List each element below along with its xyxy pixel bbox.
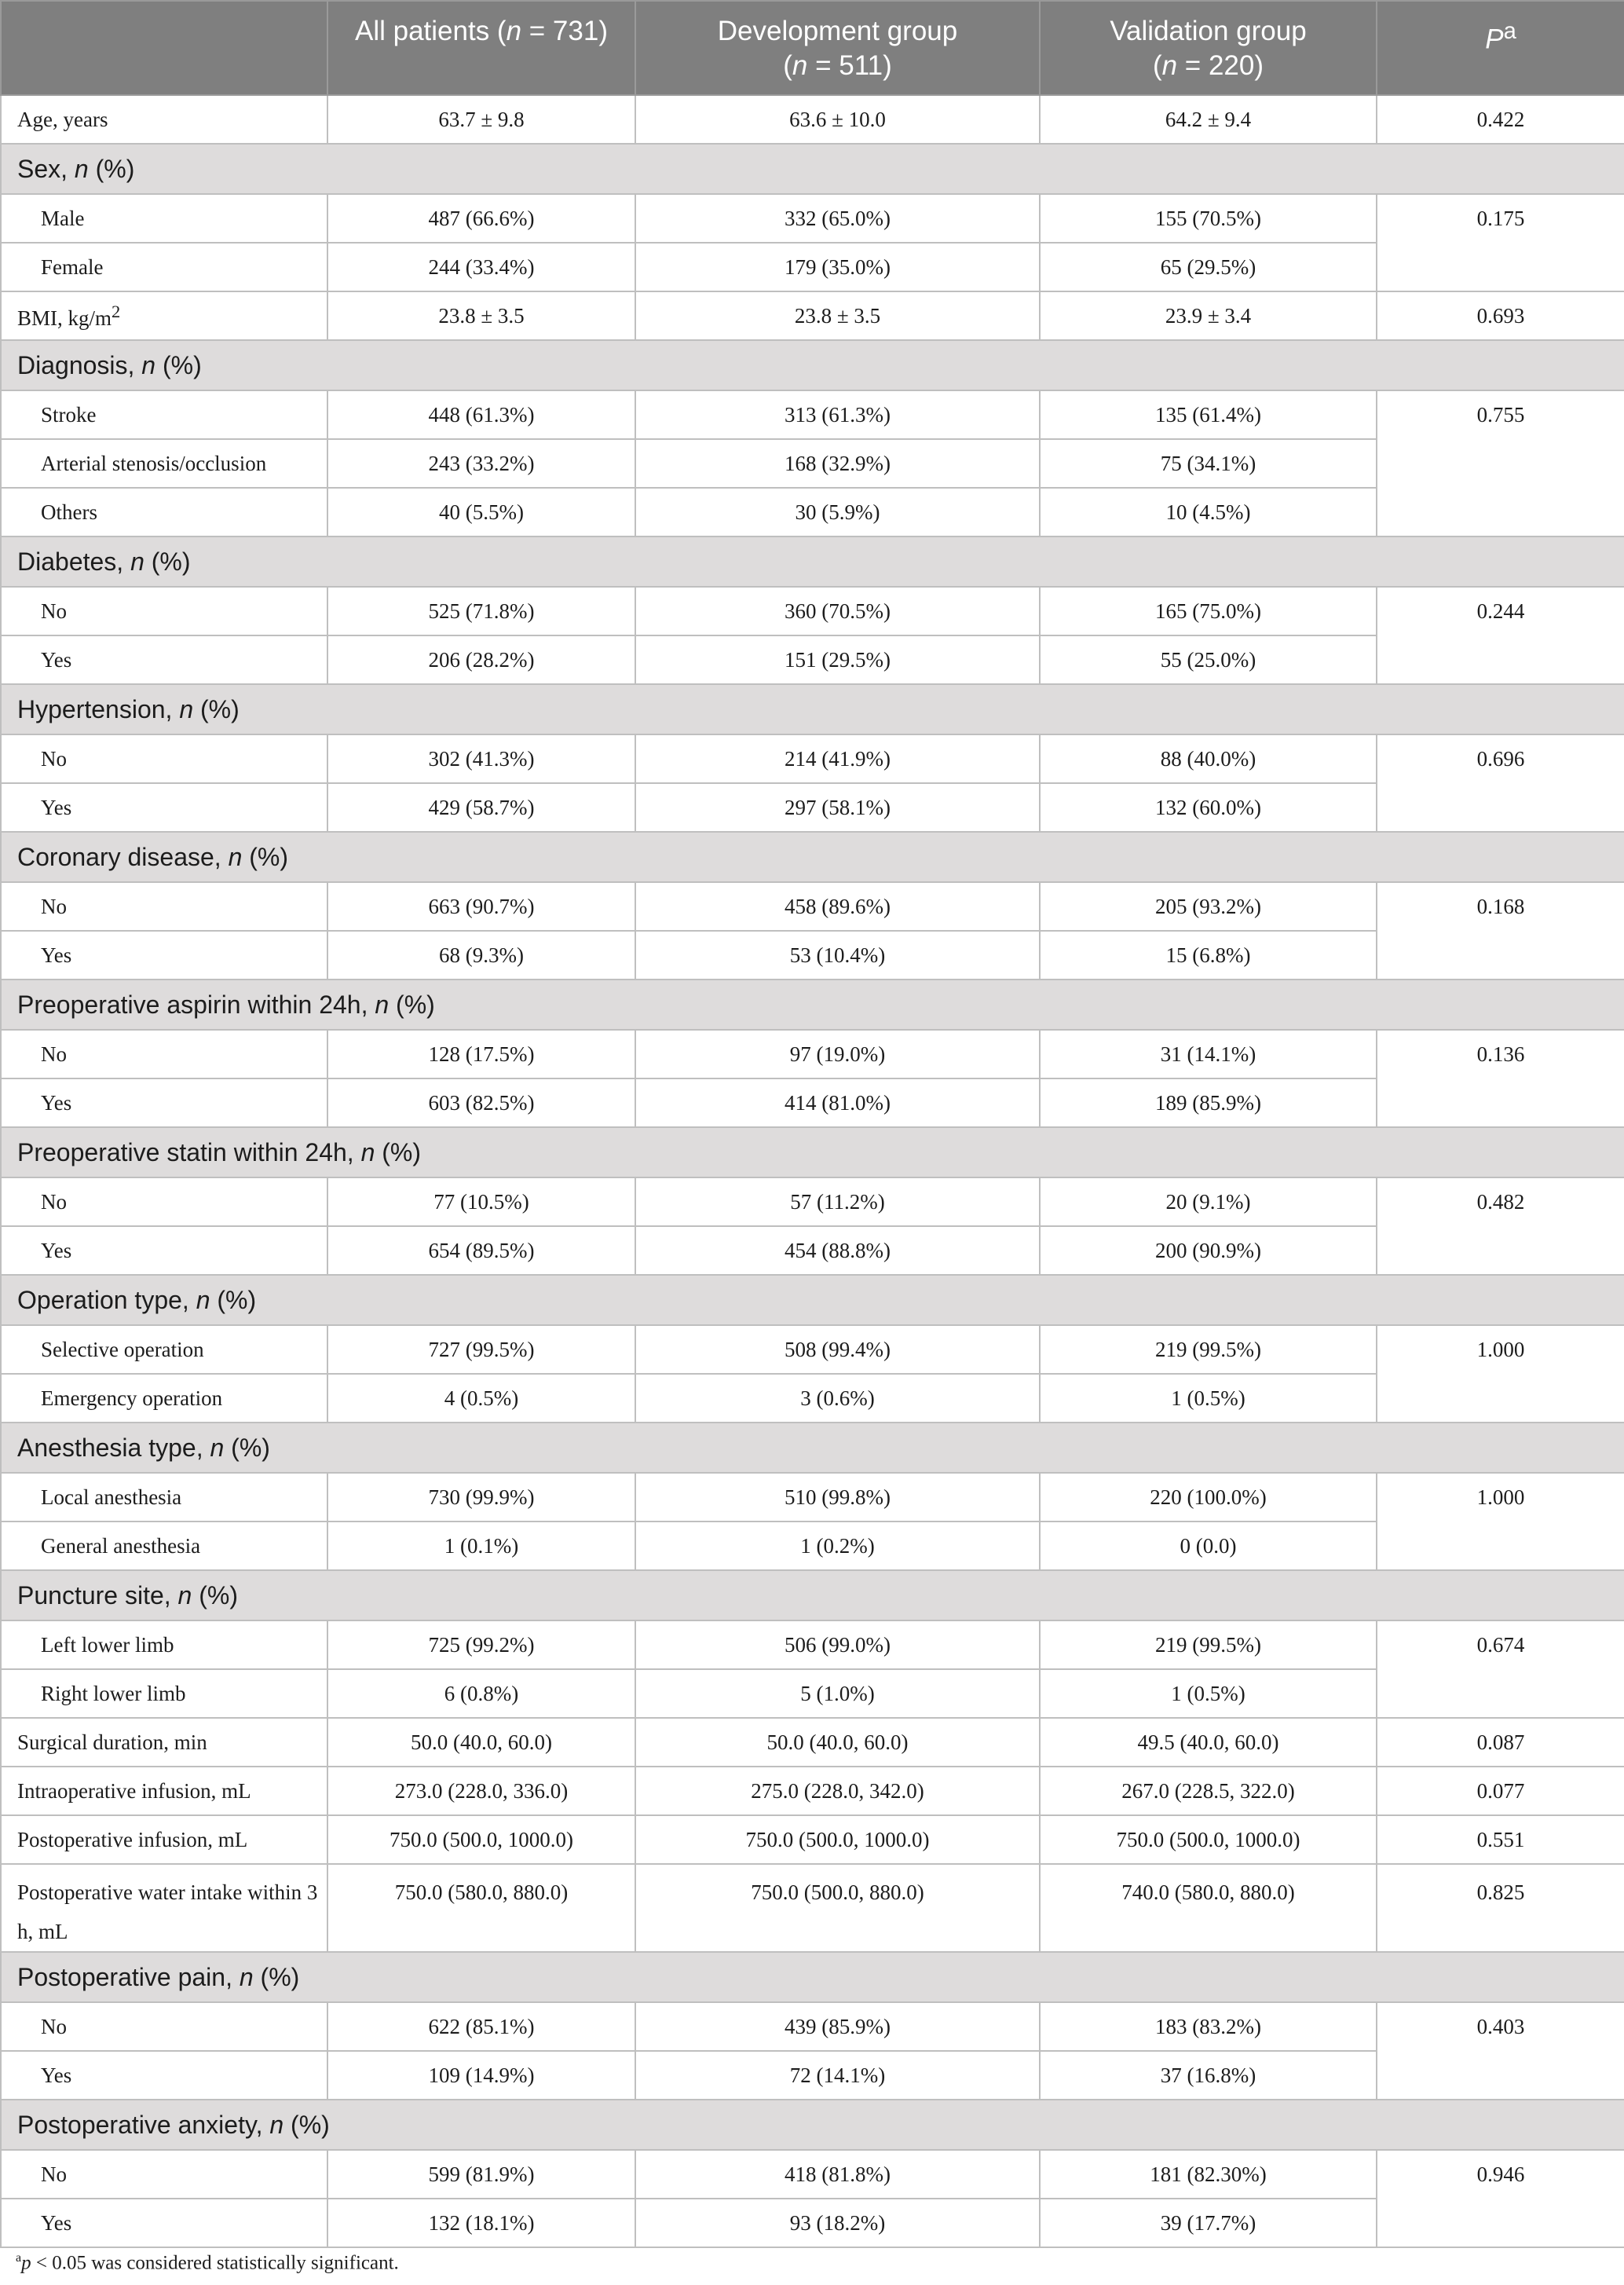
table-row xyxy=(1,194,1624,243)
value-validation-group: 220 (100.0%) xyxy=(1040,1473,1377,1522)
table-row xyxy=(1,1864,1624,1952)
value-development-group: 50.0 (40.0, 60.0) xyxy=(635,1718,1040,1767)
value-development-group: 454 (88.8%) xyxy=(635,1226,1040,1275)
value-p: 0.175 xyxy=(1377,194,1624,291)
table-row xyxy=(1,291,1624,340)
value-validation-group: 183 (83.2%) xyxy=(1040,2002,1377,2051)
value-validation-group: 1 (0.5%) xyxy=(1040,1669,1377,1718)
section-header-row xyxy=(1,144,1624,194)
value-all-patients: 128 (17.5%) xyxy=(327,1030,635,1078)
value-validation-group: 0 (0.0) xyxy=(1040,1522,1377,1570)
row-label: Yes xyxy=(1,2199,327,2247)
table-row xyxy=(1,587,1624,635)
row-label: Yes xyxy=(1,635,327,684)
table-row xyxy=(1,2150,1624,2199)
value-all-patients: 244 (33.4%) xyxy=(327,243,635,291)
value-validation-group: 15 (6.8%) xyxy=(1040,931,1377,980)
value-all-patients: 1 (0.1%) xyxy=(327,1522,635,1570)
value-development-group: 297 (58.1%) xyxy=(635,783,1040,832)
value-p: 0.482 xyxy=(1377,1177,1624,1275)
value-p: 0.674 xyxy=(1377,1620,1624,1718)
value-development-group: 3 (0.6%) xyxy=(635,1374,1040,1423)
value-p: 1.000 xyxy=(1377,1325,1624,1423)
row-label: Yes xyxy=(1,783,327,832)
value-validation-group: 64.2 ± 9.4 xyxy=(1040,95,1377,144)
header-row xyxy=(1,1,1624,95)
section-label: Operation type, n (%) xyxy=(1,1275,1624,1325)
table-row xyxy=(1,882,1624,931)
value-validation-group: 49.5 (40.0, 60.0) xyxy=(1040,1718,1377,1767)
value-validation-group: 31 (14.1%) xyxy=(1040,1030,1377,1078)
row-label: Female xyxy=(1,243,327,291)
value-all-patients: 132 (18.1%) xyxy=(327,2199,635,2247)
value-all-patients: 6 (0.8%) xyxy=(327,1669,635,1718)
value-development-group: 508 (99.4%) xyxy=(635,1325,1040,1374)
row-label: No xyxy=(1,1030,327,1078)
value-development-group: 63.6 ± 10.0 xyxy=(635,95,1040,144)
value-validation-group: 200 (90.9%) xyxy=(1040,1226,1377,1275)
row-label: No xyxy=(1,1177,327,1226)
value-development-group: 414 (81.0%) xyxy=(635,1078,1040,1127)
row-label: BMI, $kg/m^2$ xyxy=(1,291,327,340)
row-label: Left lower limb xyxy=(1,1620,327,1669)
table-header xyxy=(1,1,1624,95)
section-header-row xyxy=(1,832,1624,882)
value-validation-group: 39 (17.7%) xyxy=(1040,2199,1377,2247)
section-header-row xyxy=(1,980,1624,1030)
value-p: 0.696 xyxy=(1377,734,1624,832)
value-all-patients: 487 (66.6%) xyxy=(327,194,635,243)
value-all-patients: 77 (10.5%) xyxy=(327,1177,635,1226)
value-p: 0.825 xyxy=(1377,1864,1624,1952)
table-row xyxy=(1,1815,1624,1864)
value-all-patients: 725 (99.2%) xyxy=(327,1620,635,1669)
value-validation-group: 267.0 (228.5, 322.0) xyxy=(1040,1767,1377,1815)
value-validation-group: 23.9 ± 3.4 xyxy=(1040,291,1377,340)
section-header-row xyxy=(1,1423,1624,1473)
value-development-group: 214 (41.9%) xyxy=(635,734,1040,783)
section-header-row xyxy=(1,1952,1624,2002)
section-label: Coronary disease, n (%) xyxy=(1,832,1624,882)
table-row xyxy=(1,1030,1624,1078)
row-label: Yes xyxy=(1,1078,327,1127)
row-label: Stroke xyxy=(1,390,327,439)
value-validation-group: 88 (40.0%) xyxy=(1040,734,1377,783)
value-validation-group: 165 (75.0%) xyxy=(1040,587,1377,635)
row-label: Age, years xyxy=(1,95,327,144)
table-row xyxy=(1,1473,1624,1522)
value-development-group: 750.0 (500.0, 880.0) xyxy=(635,1864,1040,1952)
table-row xyxy=(1,734,1624,783)
section-header-row xyxy=(1,1127,1624,1177)
value-development-group: 168 (32.9%) xyxy=(635,439,1040,488)
table-row xyxy=(1,1620,1624,1669)
value-p: 0.755 xyxy=(1377,390,1624,536)
row-label: Yes xyxy=(1,1226,327,1275)
section-label: Postoperative pain, n (%) xyxy=(1,1952,1624,2002)
row-label: Postoperative water intake within 3 h, mL xyxy=(1,1864,327,1952)
row-label: Yes xyxy=(1,931,327,980)
value-all-patients: 4 (0.5%) xyxy=(327,1374,635,1423)
row-label: No xyxy=(1,2150,327,2199)
value-validation-group: 37 (16.8%) xyxy=(1040,2051,1377,2100)
value-validation-group: 55 (25.0%) xyxy=(1040,635,1377,684)
value-p: 0.946 xyxy=(1377,2150,1624,2247)
value-validation-group: 181 (82.30%) xyxy=(1040,2150,1377,2199)
value-p: 0.422 xyxy=(1377,95,1624,144)
value-all-patients: 727 (99.5%) xyxy=(327,1325,635,1374)
row-label: Emergency operation xyxy=(1,1374,327,1423)
value-development-group: 360 (70.5%) xyxy=(635,587,1040,635)
header-all-patients: All patients (n = 731) xyxy=(327,1,635,95)
value-validation-group: 155 (70.5%) xyxy=(1040,194,1377,243)
value-validation-group: 219 (99.5%) xyxy=(1040,1620,1377,1669)
value-all-patients: 206 (28.2%) xyxy=(327,635,635,684)
row-label: Arterial stenosis/occlusion xyxy=(1,439,327,488)
row-label: Yes xyxy=(1,2051,327,2100)
value-p: 0.403 xyxy=(1377,2002,1624,2100)
value-validation-group: 65 (29.5%) xyxy=(1040,243,1377,291)
section-label: Diagnosis, n (%) xyxy=(1,340,1624,390)
table-row xyxy=(1,1718,1624,1767)
value-all-patients: 302 (41.3%) xyxy=(327,734,635,783)
value-all-patients: 599 (81.9%) xyxy=(327,2150,635,2199)
value-all-patients: 654 (89.5%) xyxy=(327,1226,635,1275)
section-header-row xyxy=(1,684,1624,734)
row-label: No xyxy=(1,882,327,931)
value-p: 0.077 xyxy=(1377,1767,1624,1815)
value-development-group: 510 (99.8%) xyxy=(635,1473,1040,1522)
value-all-patients: 525 (71.8%) xyxy=(327,587,635,635)
value-validation-group: 10 (4.5%) xyxy=(1040,488,1377,536)
value-all-patients: 429 (58.7%) xyxy=(327,783,635,832)
value-p: 0.136 xyxy=(1377,1030,1624,1127)
value-p: 0.551 xyxy=(1377,1815,1624,1864)
value-development-group: 275.0 (228.0, 342.0) xyxy=(635,1767,1040,1815)
value-all-patients: 23.8 ± 3.5 xyxy=(327,291,635,340)
section-label: Hypertension, n (%) xyxy=(1,684,1624,734)
row-label: Local anesthesia xyxy=(1,1473,327,1522)
value-all-patients: 109 (14.9%) xyxy=(327,2051,635,2100)
row-label: Others xyxy=(1,488,327,536)
table-row xyxy=(1,1325,1624,1374)
header-validation-group: Validation group (n = 220) xyxy=(1040,1,1377,95)
value-development-group: 313 (61.3%) xyxy=(635,390,1040,439)
value-validation-group: 75 (34.1%) xyxy=(1040,439,1377,488)
value-p: 0.244 xyxy=(1377,587,1624,684)
row-label: No xyxy=(1,587,327,635)
section-label: Anesthesia type, n (%) xyxy=(1,1423,1624,1473)
value-all-patients: 63.7 ± 9.8 xyxy=(327,95,635,144)
table-footnote: $^a$p < 0.05 was considered statistically significant. xyxy=(16,2251,399,2274)
row-label: Surgical duration, min xyxy=(1,1718,327,1767)
value-all-patients: 750.0 (500.0, 1000.0) xyxy=(327,1815,635,1864)
table-row xyxy=(1,1767,1624,1815)
row-label: Postoperative infusion, mL xyxy=(1,1815,327,1864)
value-all-patients: 603 (82.5%) xyxy=(327,1078,635,1127)
value-validation-group: 205 (93.2%) xyxy=(1040,882,1377,931)
value-p: 0.087 xyxy=(1377,1718,1624,1767)
section-label: Sex, n (%) xyxy=(1,144,1624,194)
value-all-patients: 750.0 (580.0, 880.0) xyxy=(327,1864,635,1952)
header-variable xyxy=(1,1,327,95)
value-development-group: 439 (85.9%) xyxy=(635,2002,1040,2051)
value-development-group: 57 (11.2%) xyxy=(635,1177,1040,1226)
value-development-group: 5 (1.0%) xyxy=(635,1669,1040,1718)
table-row xyxy=(1,1177,1624,1226)
row-label: Right lower limb xyxy=(1,1669,327,1718)
value-p: 0.168 xyxy=(1377,882,1624,980)
value-development-group: 23.8 ± 3.5 xyxy=(635,291,1040,340)
row-label: General anesthesia xyxy=(1,1522,327,1570)
value-development-group: 179 (35.0%) xyxy=(635,243,1040,291)
value-development-group: 72 (14.1%) xyxy=(635,2051,1040,2100)
value-all-patients: 40 (5.5%) xyxy=(327,488,635,536)
section-label: Preoperative aspirin within 24h, n (%) xyxy=(1,980,1624,1030)
row-label: No xyxy=(1,2002,327,2051)
value-p: 0.693 xyxy=(1377,291,1624,340)
row-label: Selective operation xyxy=(1,1325,327,1374)
value-all-patients: 622 (85.1%) xyxy=(327,2002,635,2051)
section-label: Preoperative statin within 24h, n (%) xyxy=(1,1127,1624,1177)
value-development-group: 53 (10.4%) xyxy=(635,931,1040,980)
table-row xyxy=(1,95,1624,144)
value-p: 1.000 xyxy=(1377,1473,1624,1570)
value-validation-group: 740.0 (580.0, 880.0) xyxy=(1040,1864,1377,1952)
value-development-group: 458 (89.6%) xyxy=(635,882,1040,931)
value-validation-group: 219 (99.5%) xyxy=(1040,1325,1377,1374)
header-p-value: $P^a$ xyxy=(1377,1,1624,95)
value-validation-group: 132 (60.0%) xyxy=(1040,783,1377,832)
value-development-group: 30 (5.9%) xyxy=(635,488,1040,536)
value-development-group: 151 (29.5%) xyxy=(635,635,1040,684)
table-row xyxy=(1,2002,1624,2051)
value-development-group: 750.0 (500.0, 1000.0) xyxy=(635,1815,1040,1864)
value-validation-group: 20 (9.1%) xyxy=(1040,1177,1377,1226)
value-development-group: 1 (0.2%) xyxy=(635,1522,1040,1570)
header-development-group: Development group (n = 511) xyxy=(635,1,1040,95)
value-all-patients: 68 (9.3%) xyxy=(327,931,635,980)
section-header-row xyxy=(1,340,1624,390)
row-label: Male xyxy=(1,194,327,243)
value-development-group: 97 (19.0%) xyxy=(635,1030,1040,1078)
value-all-patients: 730 (99.9%) xyxy=(327,1473,635,1522)
value-development-group: 506 (99.0%) xyxy=(635,1620,1040,1669)
section-label: Diabetes, n (%) xyxy=(1,536,1624,587)
table-row xyxy=(1,390,1624,439)
row-label: No xyxy=(1,734,327,783)
section-label: Postoperative anxiety, n (%) xyxy=(1,2100,1624,2150)
value-validation-group: 750.0 (500.0, 1000.0) xyxy=(1040,1815,1377,1864)
section-header-row xyxy=(1,2100,1624,2150)
value-all-patients: 663 (90.7%) xyxy=(327,882,635,931)
section-header-row xyxy=(1,1275,1624,1325)
table-body xyxy=(1,95,1624,2247)
section-header-row xyxy=(1,536,1624,587)
value-development-group: 93 (18.2%) xyxy=(635,2199,1040,2247)
value-development-group: 418 (81.8%) xyxy=(635,2150,1040,2199)
value-validation-group: 1 (0.5%) xyxy=(1040,1374,1377,1423)
section-label: Puncture site, n (%) xyxy=(1,1570,1624,1620)
value-all-patients: 243 (33.2%) xyxy=(327,439,635,488)
row-label: Intraoperative infusion, mL xyxy=(1,1767,327,1815)
value-all-patients: 50.0 (40.0, 60.0) xyxy=(327,1718,635,1767)
section-header-row xyxy=(1,1570,1624,1620)
value-all-patients: 273.0 (228.0, 336.0) xyxy=(327,1767,635,1815)
value-validation-group: 135 (61.4%) xyxy=(1040,390,1377,439)
value-development-group: 332 (65.0%) xyxy=(635,194,1040,243)
value-validation-group: 189 (85.9%) xyxy=(1040,1078,1377,1127)
value-all-patients: 448 (61.3%) xyxy=(327,390,635,439)
